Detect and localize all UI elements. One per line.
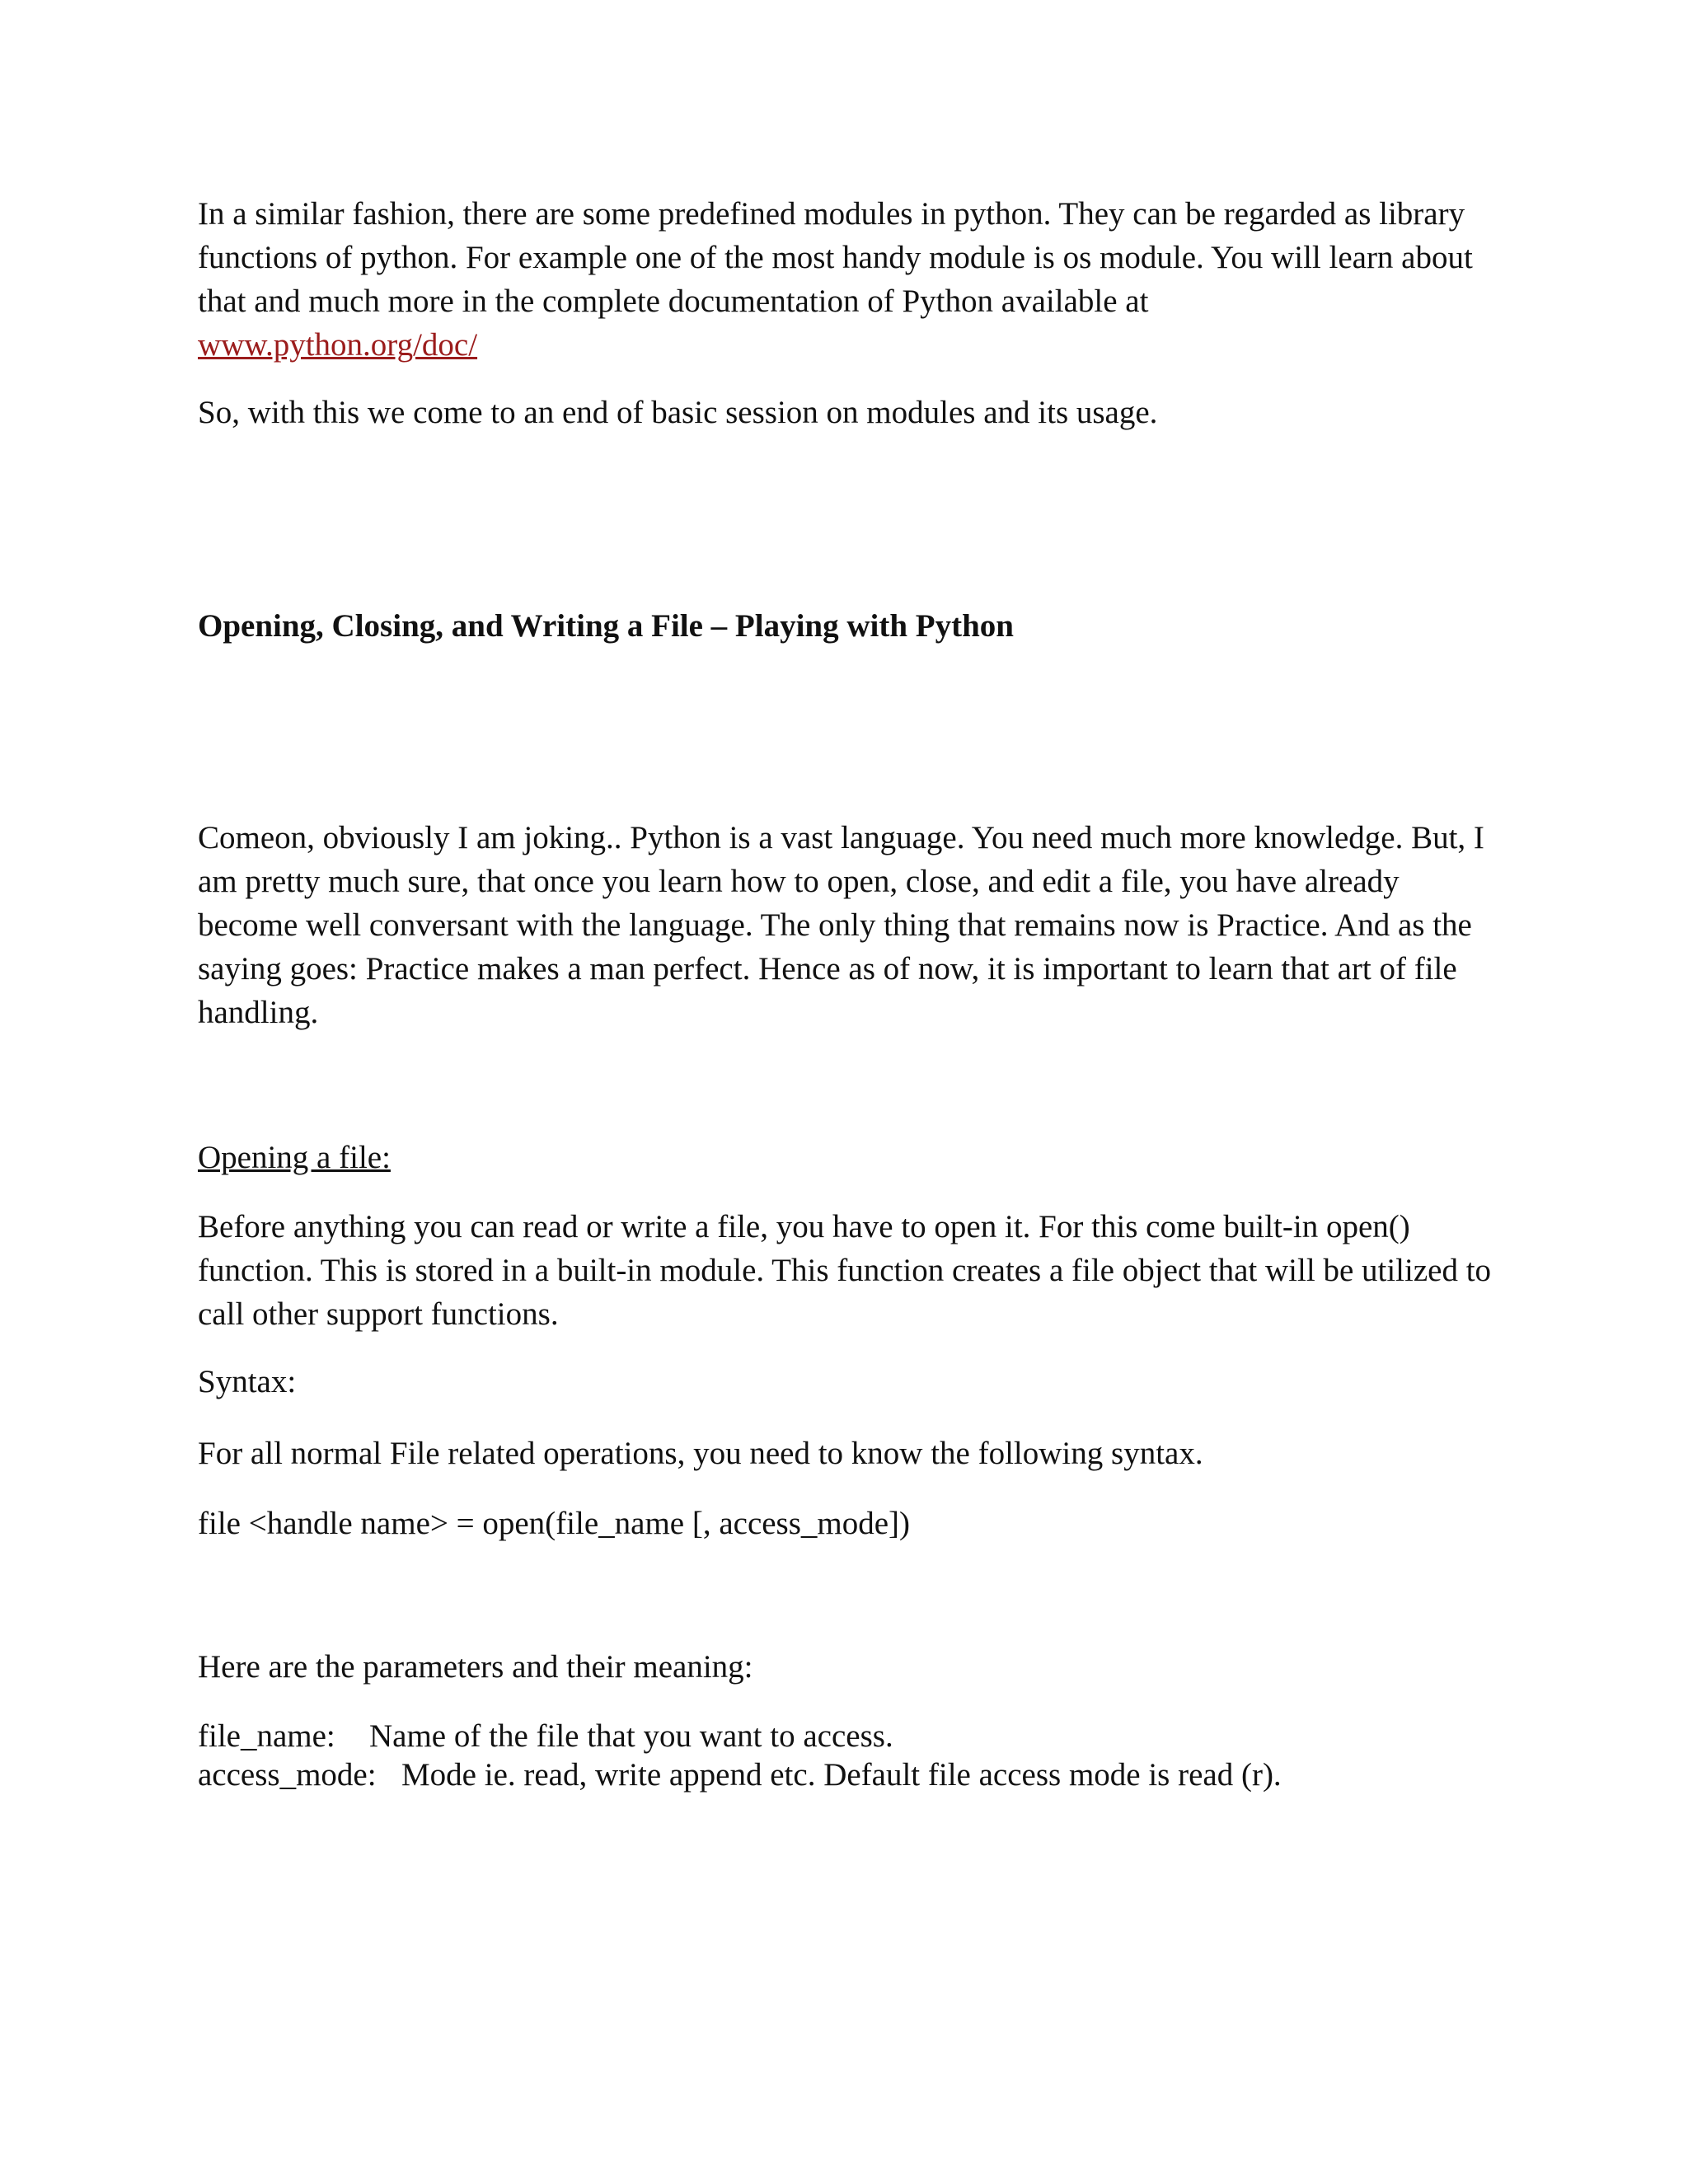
syntax-intro: For all normal File related operations, you need to know the following syntax. (198, 1436, 1203, 1471)
params-intro: Here are the parameters and their meaning: (198, 1649, 753, 1685)
param-row-file-name (198, 1717, 1500, 1755)
intro-text: In a similar fashion, there are some predefined modules in python. They can be regarded as library functions of python. For example one of the most handy module is os module. You will learn about that and much more in the complete documentation of Python available at (198, 196, 1473, 319)
joke-paragraph: Comeon, obviously I am joking.. Python is a vast language. You need much more knowledge. But, I am pretty much sure, that once you learn how to open, close, and edit a file, you have already become well conversant with the language. The only thing that remains now is Practice. And as the saying goes: Practice makes a man perfect. Hence as of now, it is important to learn that art of file handling. (198, 820, 1484, 1030)
opening-file-subheading: Opening a file: (198, 1140, 391, 1175)
syntax-label: Syntax: (198, 1364, 297, 1399)
section-heading: Opening, Closing, and Writing a File – Playing with Python (198, 608, 1014, 644)
syntax-code: file <handle name> = open(file_name [, access_mode]) (198, 1506, 911, 1541)
params-list (198, 1717, 1500, 1794)
open-paragraph: Before anything you can read or write a file, you have to open it. For this come built-in open() function. This is stored in a built-in module. This function creates a file object that will be utilized to call other support functions. (198, 1209, 1492, 1332)
closing-line: So, with this we come to an end of basic session on modules and its usage. (198, 395, 1158, 430)
python-doc-link[interactable]: www.python.org/doc/ (198, 327, 478, 363)
param-description: Name of the file that you want to access. (369, 1718, 893, 1754)
param-description: Mode ie. read, write append etc. Default file access mode is read (r). (401, 1757, 1282, 1793)
intro-paragraph (198, 192, 1500, 367)
param-name: file_name: (198, 1718, 335, 1754)
param-name: access_mode: (198, 1757, 377, 1793)
param-row-access-mode (198, 1755, 1500, 1794)
